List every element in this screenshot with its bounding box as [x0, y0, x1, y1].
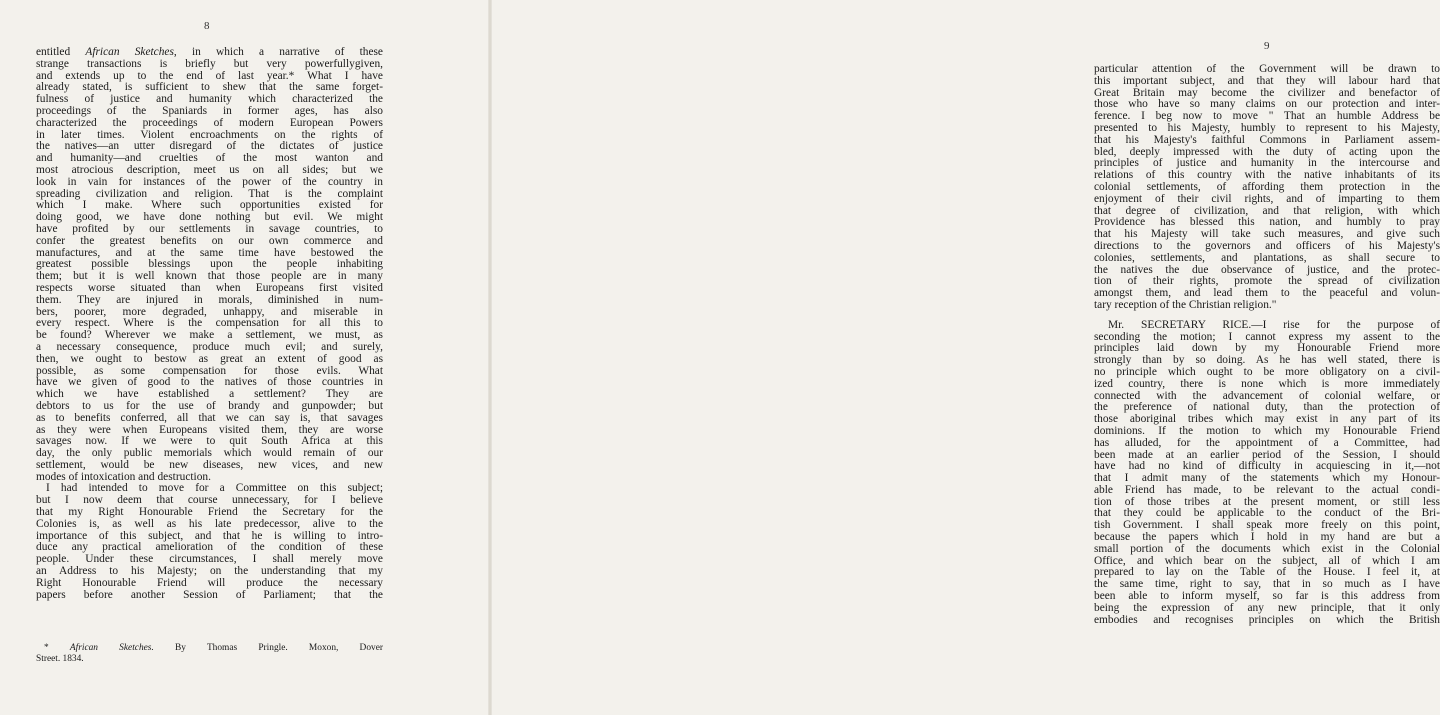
text-line: no principle which ought to be more obligatory on a civil- — [1094, 365, 1440, 378]
text-line: relations of this country with the native inhabitants of its — [1094, 169, 1440, 182]
text-line: them. They are injured in morals, diminished in num- — [36, 293, 383, 306]
text-line: connected with the advancement of colonial welfare, or — [1094, 389, 1440, 402]
text-line: that my Right Honourable Friend the Secretary for the — [36, 506, 383, 519]
text-line: those aboriginal tribes which may exist in any part of its — [1094, 413, 1440, 426]
text-line: been made at an earlier period of the Session, I should — [1094, 448, 1440, 461]
text-line: dominions. If the motion to which my Honourable Friend — [1094, 424, 1440, 437]
text-line: embodies and recognises principles on which the British — [1094, 613, 1440, 626]
text-line: confer the greatest benefits on our own commerce and — [36, 234, 383, 247]
text-line: bled, deeply impressed with the duty of acting upon the — [1094, 145, 1440, 158]
left-page — [0, 0, 490, 715]
text-line: as they were when Europeans visited them, they are worse — [36, 423, 383, 436]
text-line: principles of justice and humanity in the intercourse and — [1094, 157, 1440, 170]
text-line: and extends up to the end of last year.* What I have — [36, 69, 383, 82]
text-line: in later times. Violent encroachments on the rights of — [36, 128, 383, 141]
text-line: particular attention of the Government will be drawn to — [1094, 63, 1440, 75]
text-line: doing good, we have done nothing but evil. We might — [36, 211, 383, 224]
text-line: possible, as some compensation for those evils. What — [36, 364, 383, 377]
footnote — [36, 643, 383, 665]
text-line: Office, and which bear on the subject, all of which I am — [1094, 554, 1440, 567]
footnote-line: * African Sketches. By Thomas Pringle. Moxon, Dover — [44, 643, 383, 653]
text-line: ference. I beg now to move " That an humble Address be — [1094, 110, 1440, 123]
text-line: ized country, there is none which is more immediately — [1094, 377, 1440, 390]
text-line: the same time, right to say, that in so much as I have — [1094, 578, 1440, 591]
text-line: respects worse situated than when Europeans first visited — [36, 281, 383, 294]
text-line: as to benefits conferred, all that we can say is, that savages — [36, 411, 383, 424]
text-line: debtors to us for the use of brandy and gunpowder; but — [36, 399, 383, 412]
text-line: manufactures, and at the same time have bestowed the — [36, 246, 383, 259]
text-line: seconding the motion; I cannot express my assent to the — [1094, 330, 1440, 343]
text-line: and humanity—and cruelties of the most wanton and — [36, 152, 383, 165]
text-line: has alluded, for the appointment of a Committee, had — [1094, 436, 1440, 449]
text-line: people. Under these circumstances, I shall merely move — [36, 553, 383, 566]
text-line: importance of this subject, and that he is willing to intro- — [36, 529, 383, 542]
text-line: that his Majesty's faithful Commons in Parliament assem- — [1094, 133, 1440, 146]
text-line: every respect. Where is the compensation for all this to — [36, 317, 383, 330]
text-line: settlement, would be new diseases, new vices, and new — [36, 458, 383, 471]
text-line: Mr. SECRETARY RICE.—I rise for the purpose of — [1108, 318, 1440, 331]
text-line: Great Britain may become the civilizer and benefactor of — [1094, 86, 1440, 99]
text-line: the natives—an utter disregard of the dictates of justice — [36, 140, 383, 153]
text-line: spreading civilization and religion. That is the complaint — [36, 187, 383, 200]
text-line: a necessary consequence, produce much evil; and surely, — [36, 340, 383, 353]
right-page — [490, 0, 1440, 715]
text-line: because the papers which I hold in my hand are but a — [1094, 531, 1440, 544]
text-line: an Address to his Majesty; on the understanding that my — [36, 565, 383, 578]
text-line: being the expression of any new principle, that it only — [1094, 601, 1440, 614]
text-line: modes of intoxication and destruction. — [36, 470, 211, 483]
text-line: but I now deem that course unnecessary, for I believe — [36, 494, 383, 507]
text-line: Right Honourable Friend will produce the necessary — [36, 576, 383, 589]
text-line: have we given of good to the natives of those countries in — [36, 376, 383, 389]
text-line: tion of those tribes at the present moment, or still less — [1094, 495, 1440, 508]
text-line: tish Government. I shall speak more freely on this point, — [1094, 519, 1440, 532]
text-line: the preference of national duty, than the protection of — [1094, 401, 1440, 414]
text-line: day, the only public memorials which would remain of our — [36, 447, 383, 460]
text-line: have profited by our settlements in savage countries, to — [36, 222, 383, 235]
text-line: look in vain for instances of the power of the country in — [36, 175, 383, 188]
text-line: already stated, is sufficient to shew that the same forget- — [36, 81, 383, 94]
text-line: prepared to lay on the Table of the House. I feel it, at — [1094, 566, 1440, 579]
text-line: characterized the proceedings of modern European Powers — [36, 116, 383, 129]
page-number-left: 8 — [204, 20, 210, 32]
footnote-line: Street. 1834. — [36, 654, 84, 664]
text-line: proceedings of the Spaniards in former ages, has also — [36, 104, 383, 117]
text-line: able Friend has made, to be relevant to the actual condi- — [1094, 483, 1440, 496]
right-text-column — [1094, 64, 1440, 626]
text-line: that his Majesty will take such measures, and give such — [1094, 228, 1440, 241]
text-line: those who have so many claims on our protection and inter- — [1094, 98, 1440, 111]
text-line: directions to the governors and officers of his Majesty's — [1094, 239, 1440, 252]
text-line: colonies, settlements, and plantations, as shall secure to — [1094, 251, 1440, 264]
text-line: small portion of the documents which exist in the Colonial — [1094, 542, 1440, 555]
text-line: that degree of civilization, and that religion, with which — [1094, 204, 1440, 217]
text-line: amongst them, and lead them to the peaceful and volun- — [1094, 287, 1440, 300]
text-line: been able to inform myself, so far is this address from — [1094, 590, 1440, 603]
text-line: Providence has blessed this nation, and humbly to pray — [1094, 216, 1440, 229]
text-line: have had no kind of difficulty in acquiescing in it,—not — [1094, 460, 1440, 473]
text-line: papers before another Session of Parliament; that the — [36, 588, 383, 601]
text-line: bers, poorer, more degraded, unhappy, and miserable in — [36, 305, 383, 318]
text-line: fulness of justice and humanity which characterized the — [36, 93, 383, 106]
text-line: greatest possible blessings upon the people inhabiting — [36, 258, 383, 271]
text-line: which we have established a settlement? They are — [36, 388, 383, 401]
text-line: colonial settlements, of affording them protection in the — [1094, 180, 1440, 193]
text-line: which I make. Where such opportunities existed for — [36, 199, 383, 212]
left-text-column — [36, 47, 383, 601]
text-line: that they could be applicable to the conduct of the Bri- — [1094, 507, 1440, 520]
text-line: that I admit many of the statements which my Honour- — [1094, 472, 1440, 485]
text-line: presented to his Majesty, humbly to represent to his Majesty, — [1094, 121, 1440, 134]
text-line: Colonies is, as well as his late predecessor, alive to the — [36, 517, 383, 530]
page-number-right: 9 — [1264, 40, 1270, 52]
text-line: entitled African Sketches, in which a narrative of these — [36, 46, 383, 58]
text-line: savages now. If we were to quit South Africa at this — [36, 435, 383, 448]
text-line: strongly than by so doing. As he has well stated, there is — [1094, 354, 1440, 367]
text-line: be found? Wherever we make a settlement, we must, as — [36, 329, 383, 342]
text-line: then, we ought to bestow as great an extent of good as — [36, 352, 383, 365]
text-line: most atrocious description, meet us on all sides; but we — [36, 163, 383, 176]
text-line: this important subject, and that they will labour hard that — [1094, 74, 1440, 87]
text-line: duce any practical amelioration of the condition of these — [36, 541, 383, 554]
text-line: I had intended to move for a Committee on this subject; — [46, 482, 383, 495]
text-line: principles laid down by my Honourable Friend more — [1094, 342, 1440, 355]
text-line: them; but it is well known that those people are in many — [36, 270, 383, 283]
text-line: enjoyment of their civil rights, and of imparting to them — [1094, 192, 1440, 205]
text-line: tary reception of the Christian religion." — [1094, 298, 1277, 311]
text-line: the natives the due observance of justice, and the protec- — [1094, 263, 1440, 276]
text-line: strange transactions is briefly but very powerfullygiven, — [36, 57, 383, 70]
text-line: tion of their rights, promote the spread of civilization — [1094, 275, 1440, 288]
